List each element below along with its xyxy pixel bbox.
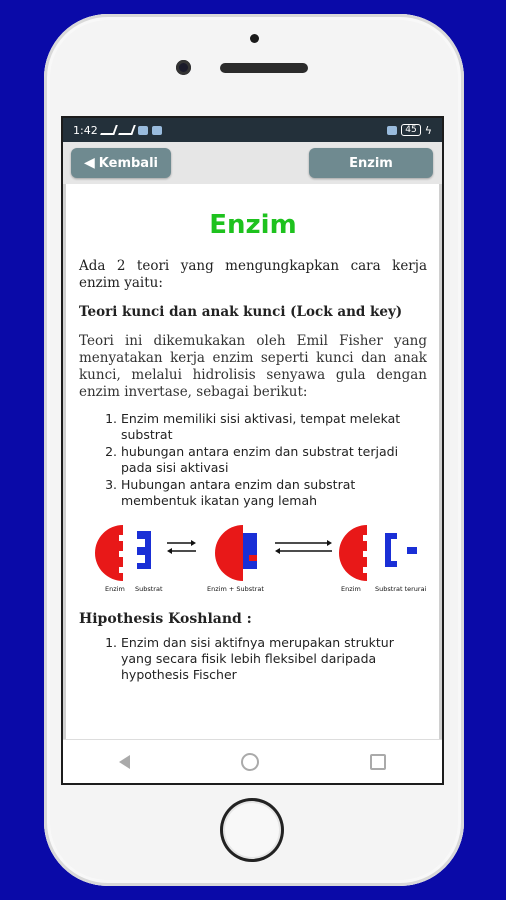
- list-item: 1. Enzim dan sisi aktifnya merupakan struktur yang secara fisik lebih fleksibel daripada hypothesis Fischer: [121, 635, 427, 683]
- app-toolbar: [63, 142, 442, 184]
- label-terurai: Substrat terurai: [375, 585, 427, 593]
- label-enzim-2: Enzim: [341, 585, 361, 593]
- heading-lock-key: Teori kunci dan anak kunci (Lock and key): [79, 304, 403, 320]
- battery-icon: 45: [401, 124, 420, 136]
- enzyme-complex-shape: [215, 525, 243, 581]
- list-item: 2. hubungan antara enzim dan substrat terjadi pada sisi aktivasi: [121, 444, 427, 476]
- substrate-bound-shape: [243, 533, 257, 569]
- signal-icon-2: [118, 125, 136, 135]
- nav-recents-icon[interactable]: [370, 754, 386, 770]
- status-bar: [63, 118, 442, 142]
- product-shape-1: [385, 533, 397, 567]
- nav-back-icon[interactable]: [119, 755, 130, 769]
- lock-key-diagram: [79, 519, 429, 597]
- arrow-head-4: [275, 548, 280, 554]
- enzyme-shape: [95, 525, 123, 581]
- substrate-shape: [137, 531, 151, 569]
- android-nav-bar: [63, 739, 442, 783]
- koshland-list: [79, 635, 427, 683]
- lock-key-paragraph: Teori ini dikemukakan oleh Emil Fisher yang menyatakan kerja enzim seperti kunci dan anak kunci, melalui hidrolisis senyawa gula dengan enzim invertase, sebagai berikut:: [79, 333, 427, 400]
- gallery-icon: [152, 126, 162, 135]
- arrow-head-3: [327, 540, 332, 546]
- nav-home-icon[interactable]: [241, 753, 259, 771]
- phone-screen: [63, 118, 442, 783]
- arrow-head-1: [191, 540, 196, 546]
- arrow-head-2: [167, 548, 172, 554]
- page-title: Enzim: [209, 210, 297, 240]
- intro-text: Ada 2 teori yang mengungkapkan cara kerja enzim yaitu:: [79, 258, 427, 291]
- label-enzim: Enzim: [105, 585, 125, 593]
- signal-icon: [100, 125, 118, 135]
- list-item: 1. Enzim memiliki sisi aktivasi, tempat melekat substrat: [121, 411, 427, 443]
- vibrate-icon: [387, 126, 397, 135]
- back-button[interactable]: [71, 148, 171, 178]
- heading-koshland: Hipothesis Koshland :: [79, 611, 252, 627]
- product-shape-2: [407, 547, 417, 554]
- back-button-label: Kembali: [98, 155, 158, 171]
- front-camera: [176, 60, 191, 75]
- complex-notch: [249, 555, 257, 561]
- title-button[interactable]: Enzim: [309, 148, 433, 178]
- label-complex: Enzim + Substrat: [207, 585, 264, 593]
- bluetooth-icon: [138, 126, 148, 135]
- lock-key-list: [79, 411, 427, 509]
- earpiece-speaker: [220, 63, 308, 73]
- home-button[interactable]: [220, 798, 284, 862]
- back-arrow-icon: ◀: [84, 155, 95, 171]
- label-substrat: Substrat: [135, 585, 163, 593]
- charging-icon: ϟ: [424, 123, 432, 137]
- list-item: 3. Hubungan antara enzim dan substrat membentuk ikatan yang lemah: [121, 477, 427, 509]
- content-scroll[interactable]: [63, 184, 442, 739]
- enzyme-free-shape: [339, 525, 367, 581]
- proximity-sensor: [250, 34, 259, 43]
- status-time: 1:42: [73, 123, 98, 137]
